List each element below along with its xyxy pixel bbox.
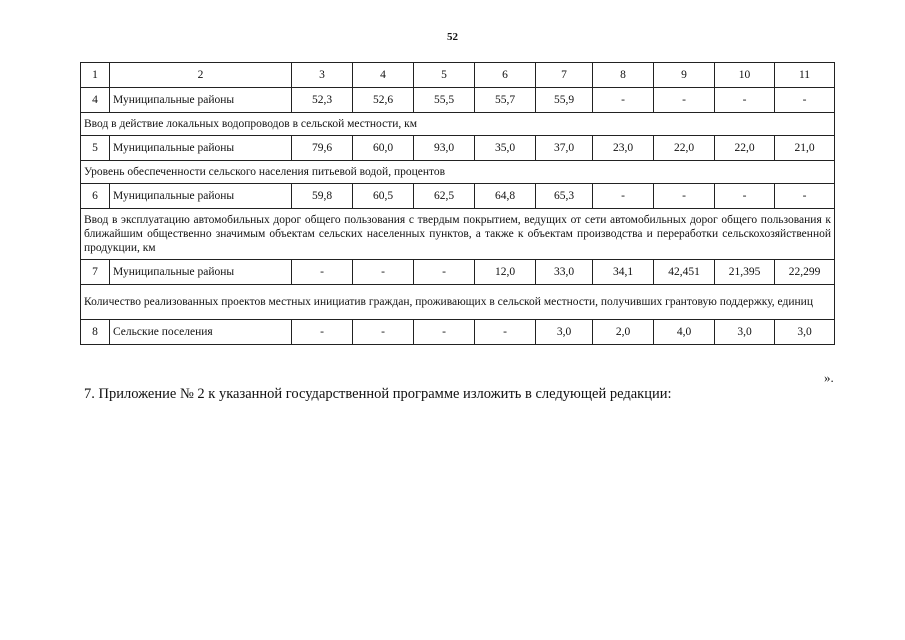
- header-cell: 4: [353, 63, 414, 88]
- value-cell: 3,0: [715, 320, 775, 345]
- value-cell: -: [654, 88, 715, 113]
- row-name: Сельские поселения: [110, 320, 292, 345]
- value-cell: 3,0: [536, 320, 593, 345]
- value-cell: 21,395: [715, 260, 775, 285]
- section-row: [81, 209, 835, 260]
- value-cell: 65,3: [536, 184, 593, 209]
- value-cell: 42,451: [654, 260, 715, 285]
- value-cell: 21,0: [775, 136, 835, 161]
- value-cell: -: [593, 88, 654, 113]
- row-name: Муниципальные районы: [110, 136, 292, 161]
- row-number: 7: [81, 260, 110, 285]
- amendment-paragraph: 7. Приложение № 2 к указанной государственной программе изложить в следующей редакции:: [84, 386, 672, 402]
- header-cell: 9: [654, 63, 715, 88]
- value-cell: 34,1: [593, 260, 654, 285]
- value-cell: 22,0: [715, 136, 775, 161]
- table-row: [81, 320, 835, 345]
- value-cell: -: [775, 88, 835, 113]
- section-heading: Количество реализованных проектов местных инициатив граждан, проживающих в сельской местности, получивших грантовую поддержку, единиц: [81, 285, 835, 320]
- value-cell: 79,6: [292, 136, 353, 161]
- value-cell: 22,299: [775, 260, 835, 285]
- value-cell: -: [715, 184, 775, 209]
- value-cell: -: [715, 88, 775, 113]
- value-cell: 55,5: [414, 88, 475, 113]
- header-cell: 10: [715, 63, 775, 88]
- value-cell: 59,8: [292, 184, 353, 209]
- row-number: 4: [81, 88, 110, 113]
- value-cell: 60,0: [353, 136, 414, 161]
- value-cell: -: [654, 184, 715, 209]
- table-row: [81, 260, 835, 285]
- value-cell: 93,0: [414, 136, 475, 161]
- value-cell: -: [353, 320, 414, 345]
- value-cell: 55,9: [536, 88, 593, 113]
- value-cell: -: [292, 320, 353, 345]
- table-header-row: [81, 63, 835, 88]
- value-cell: 33,0: [536, 260, 593, 285]
- value-cell: 3,0: [775, 320, 835, 345]
- row-number: 5: [81, 136, 110, 161]
- header-cell: 8: [593, 63, 654, 88]
- header-cell: 6: [475, 63, 536, 88]
- value-cell: 52,3: [292, 88, 353, 113]
- value-cell: -: [475, 320, 536, 345]
- value-cell: 62,5: [414, 184, 475, 209]
- closing-quote: ».: [824, 370, 834, 385]
- section-row: [81, 161, 835, 184]
- row-name: Муниципальные районы: [110, 184, 292, 209]
- row-name: Муниципальные районы: [110, 260, 292, 285]
- value-cell: 4,0: [654, 320, 715, 345]
- section-row: [81, 285, 835, 320]
- value-cell: 2,0: [593, 320, 654, 345]
- data-table: [80, 62, 835, 345]
- value-cell: 55,7: [475, 88, 536, 113]
- section-heading: Ввод в эксплуатацию автомобильных дорог общего пользования с твердым покрытием, ведущих от сети автомобильных дорог общего пользования к ближайшим общественно значимым объектам сельских населенных пунктов, а также к объектам производства и переработки сельскохозяйственной продукции, км: [81, 209, 835, 260]
- value-cell: 64,8: [475, 184, 536, 209]
- value-cell: 22,0: [654, 136, 715, 161]
- value-cell: -: [353, 260, 414, 285]
- value-cell: -: [414, 320, 475, 345]
- value-cell: 35,0: [475, 136, 536, 161]
- value-cell: -: [593, 184, 654, 209]
- section-heading: Ввод в действие локальных водопроводов в сельской местности, км: [81, 113, 835, 136]
- page-number: 52: [447, 31, 458, 43]
- value-cell: -: [775, 184, 835, 209]
- value-cell: 37,0: [536, 136, 593, 161]
- header-cell: 11: [775, 63, 835, 88]
- header-cell: 2: [110, 63, 292, 88]
- header-cell: 7: [536, 63, 593, 88]
- row-name: Муниципальные районы: [110, 88, 292, 113]
- section-heading: Уровень обеспеченности сельского населения питьевой водой, процентов: [81, 161, 835, 184]
- header-cell: 1: [81, 63, 110, 88]
- row-number: 8: [81, 320, 110, 345]
- section-row: [81, 113, 835, 136]
- value-cell: -: [414, 260, 475, 285]
- table-row: [81, 136, 835, 161]
- table-row: [81, 184, 835, 209]
- value-cell: -: [292, 260, 353, 285]
- value-cell: 52,6: [353, 88, 414, 113]
- value-cell: 60,5: [353, 184, 414, 209]
- value-cell: 12,0: [475, 260, 536, 285]
- value-cell: 23,0: [593, 136, 654, 161]
- header-cell: 3: [292, 63, 353, 88]
- header-cell: 5: [414, 63, 475, 88]
- row-number: 6: [81, 184, 110, 209]
- table-row: [81, 88, 835, 113]
